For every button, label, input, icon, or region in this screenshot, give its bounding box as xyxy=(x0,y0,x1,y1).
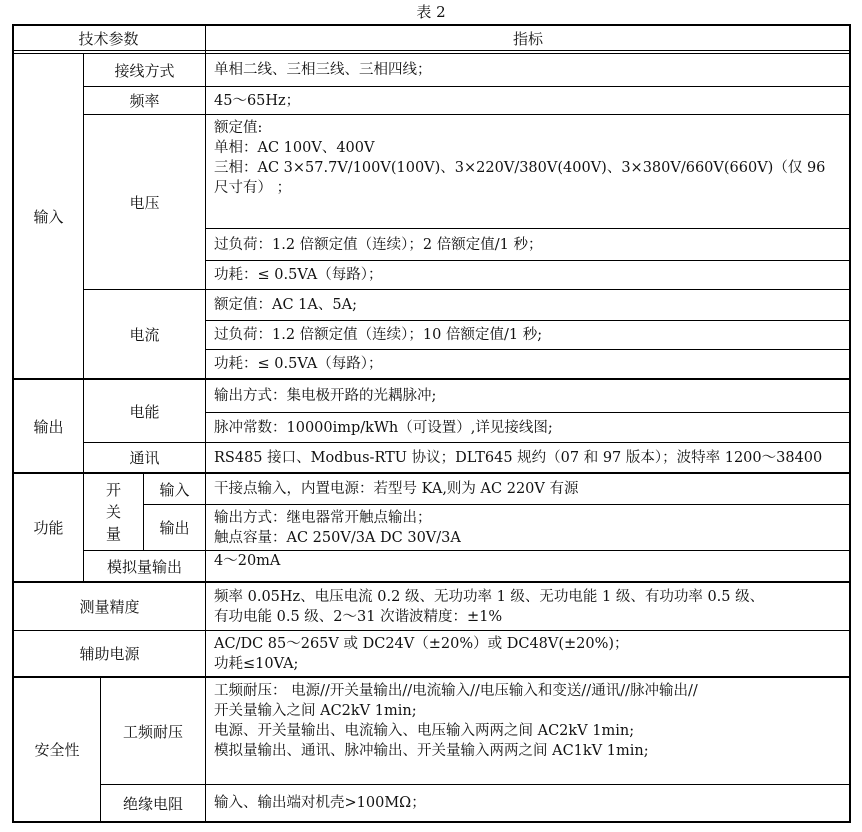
comm-value xyxy=(206,443,849,472)
current-rated xyxy=(206,290,849,320)
safety-label: 安全性 xyxy=(34,741,80,759)
withstand-label: 工频耐压 xyxy=(122,722,183,741)
voltage-rated-three-2: 尺寸有） ； xyxy=(214,180,292,196)
switch-label xyxy=(84,474,143,550)
accuracy-line-2: 有功电能 0.5 级、2～31 次谐波精度：±1% xyxy=(214,608,503,625)
accuracy-line-1: 频率 0.05Hz、电压电流 0.2 级、无功功率 1 级、无功电能 1 级、有功功率 0.5 级、 xyxy=(214,588,765,605)
withstand-line-4: 模拟量输出、通讯、脉冲输出、开关量输入两两之间 AC1kV 1min; xyxy=(214,743,649,759)
accuracy-label: 测量精度 xyxy=(79,598,140,616)
current-power xyxy=(206,350,849,378)
current-overload-text: 过负荷：1.2 倍额定值（连续）；10 倍额定值/1 秒; xyxy=(214,327,543,343)
switch-in-text: 干接点输入，内置电源：若型号 KA,则为 AC 220V 有源 xyxy=(214,481,579,497)
voltage-label: 电压 xyxy=(129,193,160,212)
table-border-bottom xyxy=(12,821,851,823)
energy-pulse xyxy=(206,413,849,442)
aux-power-line-2: 功耗≤10VA; xyxy=(214,655,299,672)
current-power-text: 功耗：≤ 0.5VA（每路）； xyxy=(214,356,383,372)
frequency-value xyxy=(206,87,849,114)
energy-label: 电能 xyxy=(129,402,160,421)
withstand-value xyxy=(206,678,849,784)
header-index: 指标 xyxy=(512,29,543,48)
switch-out-line-1: 输出方式：继电器常开触点输出； xyxy=(214,509,432,526)
table-border-right xyxy=(849,24,851,823)
table-caption: 表 2 xyxy=(416,3,446,21)
withstand-line-3: 电源、开关量输出、电流输入、电压输入两两之间 AC2kV 1min; xyxy=(214,723,635,739)
switch-in-label: 输入 xyxy=(159,480,190,499)
analog-value xyxy=(206,551,849,581)
switch-label-char-2: 关 xyxy=(105,503,121,521)
accuracy-value xyxy=(206,583,849,630)
comm-text: RS485 接口、Modbus-RTU 协议；DLT645 规约（07 和 97 版本）；波特率 1200～38400 xyxy=(214,449,823,466)
wiring-value xyxy=(206,54,849,86)
aux-power-label: 辅助电源 xyxy=(79,645,140,663)
switch-out-value xyxy=(206,505,849,550)
voltage-power xyxy=(206,261,849,289)
comm-label: 通讯 xyxy=(129,449,160,467)
voltage-rated-three-1: 三相：AC 3×57.7V/100V(100V)、3×220V/380V(400V)、3×380V/660V(660V)（仅 96 xyxy=(214,160,826,176)
function-label: 功能 xyxy=(33,519,64,537)
energy-mode xyxy=(206,380,849,412)
insulation-label: 绝缘电阻 xyxy=(122,794,183,813)
header-param: 技术参数 xyxy=(78,29,139,48)
input-label: 输入 xyxy=(33,207,64,226)
switch-label-char-1: 开 xyxy=(105,481,121,499)
frequency-text: 45～65Hz； xyxy=(214,92,301,109)
wiring-text: 单相二线、三相三线、三相四线； xyxy=(214,62,432,78)
voltage-overload-text: 过负荷：1.2 倍额定值（连续）；2 倍额定值/1 秒； xyxy=(214,236,543,253)
aux-power-value xyxy=(206,631,849,676)
switch-label-char-3: 量 xyxy=(105,525,121,543)
insulation-text: 输入、输出端对机壳>100MΩ； xyxy=(214,795,426,811)
current-overload xyxy=(206,321,849,349)
voltage-power-text: 功耗：≤ 0.5VA（每路）； xyxy=(214,267,383,283)
frequency-label: 频率 xyxy=(129,92,160,110)
voltage-rated-single: 单相：AC 100V、400V xyxy=(214,140,375,156)
output-label: 输出 xyxy=(33,417,64,436)
withstand-line-2: 开关量输入之间 AC2kV 1min; xyxy=(214,703,417,719)
switch-out-label: 输出 xyxy=(159,519,190,537)
current-rated-text: 额定值：AC 1A、5A; xyxy=(214,297,357,313)
switch-out-line-2: 触点容量：AC 250V/3A DC 30V/3A xyxy=(214,529,461,546)
switch-in-value xyxy=(206,474,849,504)
energy-pulse-text: 脉冲常数：10000imp/kWh（可设置）,详见接线图; xyxy=(214,419,553,436)
voltage-overload xyxy=(206,229,849,260)
aux-power-line-1: AC/DC 85～265V 或 DC24V（±20%）或 DC48V(±20%)； xyxy=(214,635,629,652)
wiring-label: 接线方式 xyxy=(114,61,175,80)
voltage-rated xyxy=(206,115,849,228)
withstand-line-1: 工频耐压： 电源//开关量输出//电流输入//电压输入和变送//通讯//脉冲输出// xyxy=(214,683,698,699)
energy-mode-text: 输出方式：集电极开路的光耦脉冲; xyxy=(214,388,437,404)
current-label: 电流 xyxy=(129,325,160,344)
voltage-rated-title: 额定值: xyxy=(214,120,263,136)
analog-text: 4～20mA xyxy=(214,553,281,569)
insulation-value xyxy=(206,785,849,821)
analog-label: 模拟量输出 xyxy=(106,557,182,576)
